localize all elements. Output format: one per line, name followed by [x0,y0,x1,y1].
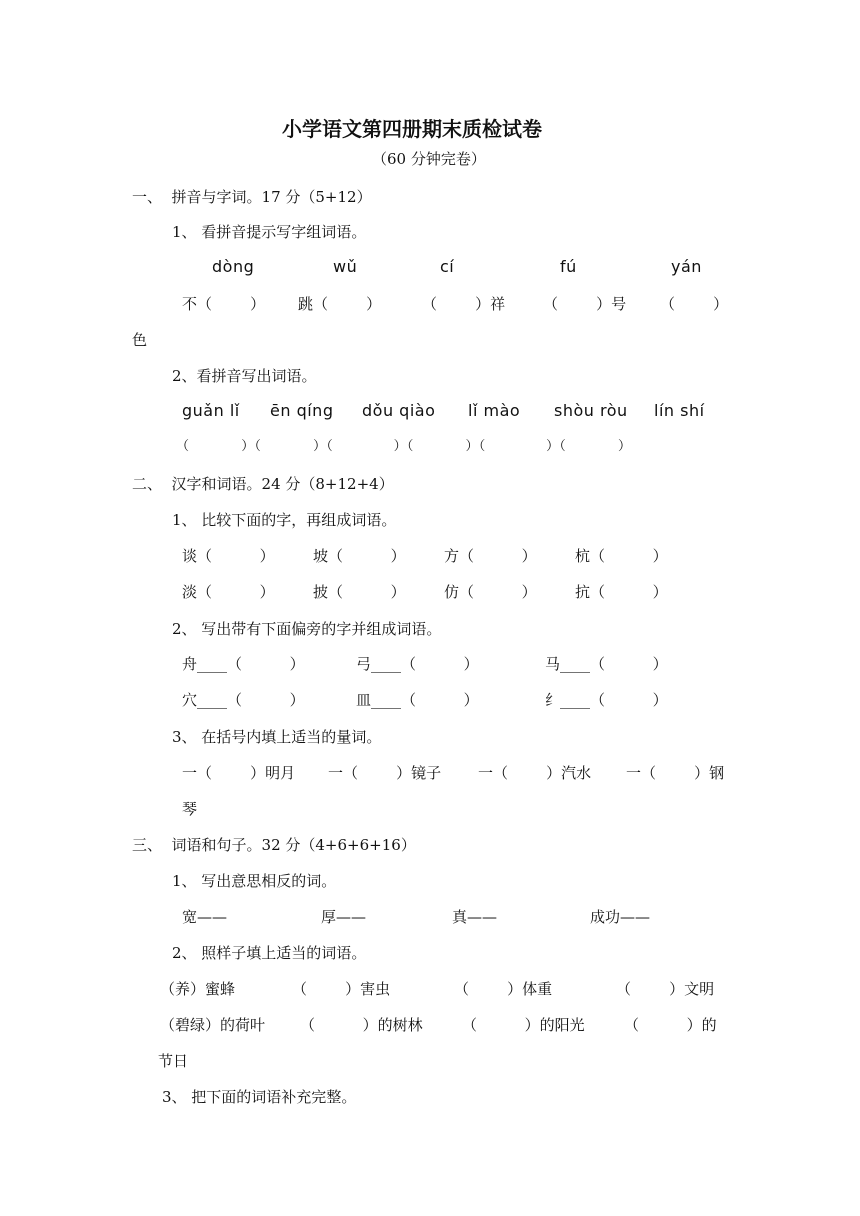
pinyin-item: lǐ mào [468,401,521,420]
pinyin-item: fú [560,257,577,276]
answer-blank[interactable]: 跳（ ） [298,295,382,313]
answer-blank[interactable]: （ ）的 [624,1016,717,1034]
wrapped-text: 节日 [158,1052,189,1070]
answer-blank[interactable]: 纟____（ ） [545,691,668,709]
answer-blank[interactable]: （ ） [660,295,729,313]
answer-blank[interactable]: 一（ ）明月 [182,764,296,782]
answer-blank[interactable]: （ ）文明 [616,980,715,998]
section-heading-1: 一、 拼音与字词。17 分（5+12） [132,188,372,206]
question-label: 3、 把下面的词语补充完整。 [162,1088,357,1106]
pinyin-item: shòu ròu [554,401,628,420]
question-label: 2、 照样子填上适当的词语。 [172,944,367,962]
answer-blank[interactable]: 一（ ）汽水 [478,764,592,782]
section-heading-2: 二、 汉字和词语。24 分（8+12+4） [132,475,394,493]
answer-blank[interactable]: （ ）体重 [454,980,553,998]
wrapped-text: 琴 [182,800,198,818]
pinyin-item: cí [440,257,455,276]
answer-blank[interactable]: 舟____（ ） [182,655,305,673]
antonym-item[interactable]: 宽—— [182,908,228,926]
pinyin-item: lín shí [654,401,705,420]
answer-blank[interactable]: 杭（ ） [575,547,668,565]
answer-blank[interactable]: 抗（ ） [575,583,668,601]
pinyin-item: wǔ [333,257,358,276]
answer-blank[interactable]: 谈（ ） [182,547,275,565]
pinyin-item: dǒu qiào [362,401,436,420]
exam-title: 小学语文第四册期末质检试卷 [282,117,542,141]
question-label: 2、 写出带有下面偏旁的字并组成词语。 [172,620,442,638]
pinyin-item: dòng [212,257,255,276]
example-item: （养）蜜蜂 [160,980,236,998]
exam-subtitle: （60 分钟完卷） [372,150,486,168]
answer-blank[interactable]: 皿____（ ） [356,691,479,709]
pinyin-item: ēn qíng [270,401,334,420]
answer-blank[interactable]: 仿（ ） [444,583,537,601]
answer-blank[interactable]: 一（ ）镜子 [328,764,442,782]
question-label: 2、看拼音写出词语。 [172,367,317,385]
answer-blank[interactable]: 披（ ） [313,583,406,601]
answer-blank[interactable]: （ ）的阳光 [462,1016,585,1034]
answer-blank[interactable]: 马____（ ） [545,655,668,673]
answer-blank[interactable]: 方（ ） [444,547,537,565]
question-label: 1、 比较下面的字，再组成词语。 [172,511,397,529]
answer-blank[interactable]: （ ）号 [543,295,627,313]
answer-blank[interactable]: 弓____（ ） [356,655,479,673]
question-label: 3、 在括号内填上适当的量词。 [172,728,382,746]
answer-blank[interactable]: 坡（ ） [313,547,406,565]
answer-blank[interactable]: （ ）祥 [422,295,506,313]
question-label: 1、 写出意思相反的词。 [172,872,337,890]
pinyin-item: yán [671,257,702,276]
antonym-item[interactable]: 厚—— [321,908,367,926]
antonym-item[interactable]: 真—— [452,908,498,926]
answer-blank[interactable]: 淡（ ） [182,583,275,601]
question-label: 1、 看拼音提示写字组词语。 [172,223,367,241]
example-item: （碧绿）的荷叶 [160,1016,266,1034]
answer-blank[interactable]: （ ）（ ）（ ）（ ）（ ）（ ） [176,439,632,454]
section-heading-3: 三、 词语和句子。32 分（4+6+6+16） [132,836,416,854]
answer-blank[interactable]: （ ）害虫 [292,980,391,998]
pinyin-item: guǎn lǐ [182,401,240,420]
wrapped-text: 色 [132,331,148,349]
antonym-item[interactable]: 成功—— [590,908,651,926]
answer-blank[interactable]: 不（ ） [182,295,266,313]
answer-blank[interactable]: 一（ ）钢 [626,764,725,782]
answer-blank[interactable]: 穴____（ ） [182,691,305,709]
answer-blank[interactable]: （ ）的树林 [300,1016,423,1034]
